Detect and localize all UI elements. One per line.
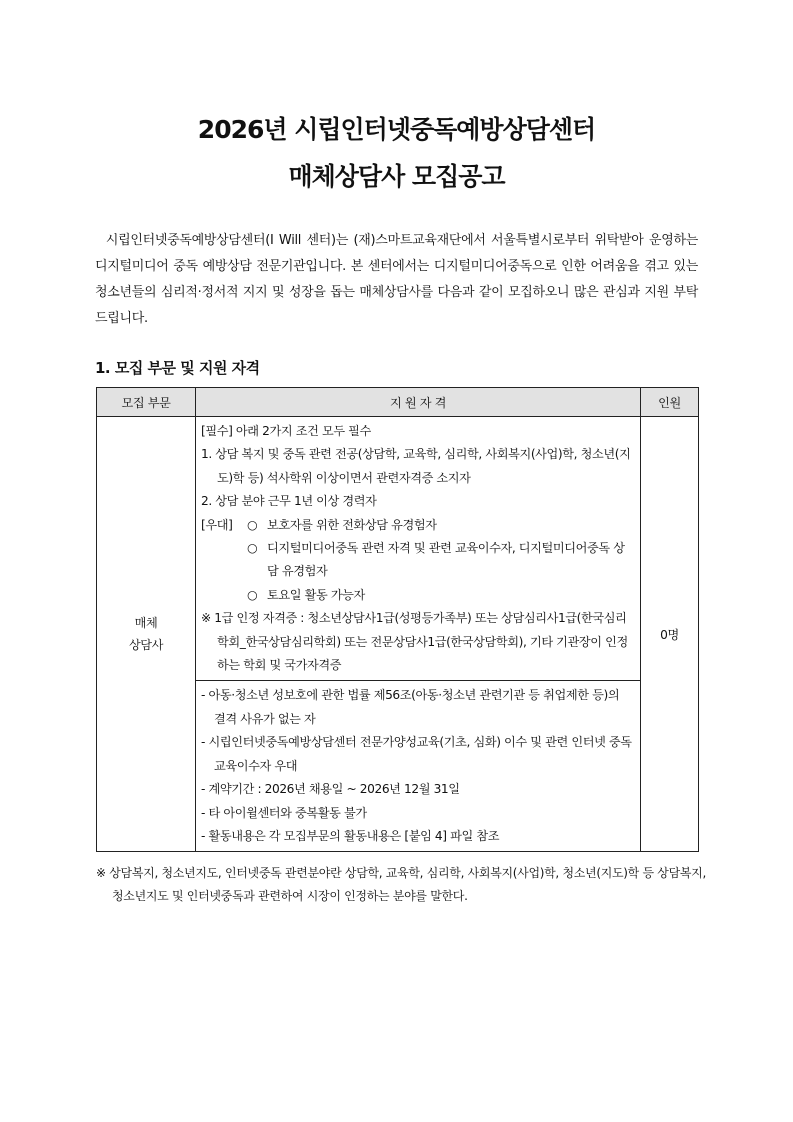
- count-cell: 0명: [641, 417, 699, 852]
- header-field: 모집 부문: [97, 388, 196, 417]
- required-item-2: 2. 상담 분야 근무 1년 이상 경력자: [201, 494, 377, 509]
- required-item-1: 1. 상담 복지 및 중독 관련 전공(상담학, 교육학, 심리학, 사회복지(사업)학, 청소년(지도)학 등) 석사학위 이상이면서 관련자격증 소지자: [201, 447, 631, 485]
- preferred-list-continued: [201, 537, 634, 607]
- field-name-line1: 매체: [134, 616, 158, 631]
- condition-item-4: - 타 아이윌센터와 중복활동 불가: [201, 805, 367, 820]
- recruitment-table: [96, 387, 699, 852]
- page-subtitle: 매체상담사 모집공고: [288, 162, 505, 191]
- condition-item-3: - 계약기간 : 2026년 채용일 ~ 2026년 12월 31일: [201, 782, 460, 797]
- page-title: 2026년 시립인터넷중독예방상담센터: [197, 115, 596, 144]
- table-header-row: [97, 388, 699, 417]
- intro-paragraph: [95, 228, 698, 332]
- conditions-cell: [196, 681, 641, 852]
- header-count: 인원: [641, 388, 699, 417]
- preferred-tag: [우대]: [201, 517, 233, 532]
- header-qualifications: 지 원 자 격: [196, 388, 641, 417]
- condition-item-5: - 활동내용은 각 모집부문의 활동내용은 [붙임 4] 파일 참조: [201, 828, 500, 843]
- list-item: ○ 토요일 활동 가능자: [247, 584, 634, 607]
- circle-bullet-icon: ○: [247, 541, 258, 556]
- field-name-line2: 상담사: [128, 638, 164, 653]
- preferred-list: [247, 514, 634, 537]
- section-heading-recruitment: 1. 모집 부문 및 지원 자격: [95, 359, 260, 377]
- condition-item-1: - 아동·청소년 성보호에 관한 법률 제56조(아동·청소년 관련기관 등 취업제한 등)의 결격 사유가 없는 자: [201, 688, 620, 726]
- intro-text: 시립인터넷중독예방상담센터(I Will 센터)는 (재)스마트교육재단에서 서울특별시로부터 위탁받아 운영하는 디지털미디어 중독 예방상담 전문기관입니다. 본 센터에서는 디지털미디어중독으로 인한 어려움을 겪고 있는 청소년들의 심리적·정서적 지지 및 성장을 돕는 매체상담사를 다음과 같이 모집하오니 많은 관심과 지원 부탁드립니다.: [95, 233, 699, 326]
- field-cell: [97, 417, 196, 852]
- required-label: [필수] 아래 2가지 조건 모두 필수: [201, 424, 371, 438]
- qualifications-cell: [196, 417, 641, 681]
- condition-item-2: - 시립인터넷중독예방상담센터 전문가양성교육(기초, 심화) 이수 및 관련 인터넷 중독 교육이수자 우대: [201, 735, 632, 773]
- list-item: ○ 보호자를 위한 전화상담 유경험자: [247, 514, 634, 537]
- preferred-row: [201, 514, 634, 537]
- circle-bullet-icon: ○: [247, 587, 258, 602]
- table-row: [97, 417, 699, 681]
- list-item: ○ 디지털미디어중독 관련 자격 및 관련 교육이수자, 디지털미디어중독 상담 유경험자: [247, 537, 634, 584]
- certification-note: ※ 1급 인정 자격증 : 청소년상담사1급(성평등가족부) 또는 상담심리사1급(한국심리학회_한국상담심리학회) 또는 전문상담사1급(한국상담학회), 기타 기관장이 인정하는 학회 및 국가자격증: [201, 611, 628, 673]
- footnote: ※ 상담복지, 청소년지도, 인터넷중독 관련분야란 상담학, 교육학, 심리학, 사회복지(사업)학, 청소년(지도)학 등 상담복지, 청소년지도 및 인터넷중독과 관련하여 시장이 인정하는 분야를 말한다.: [96, 866, 706, 903]
- circle-bullet-icon: ○: [247, 517, 258, 532]
